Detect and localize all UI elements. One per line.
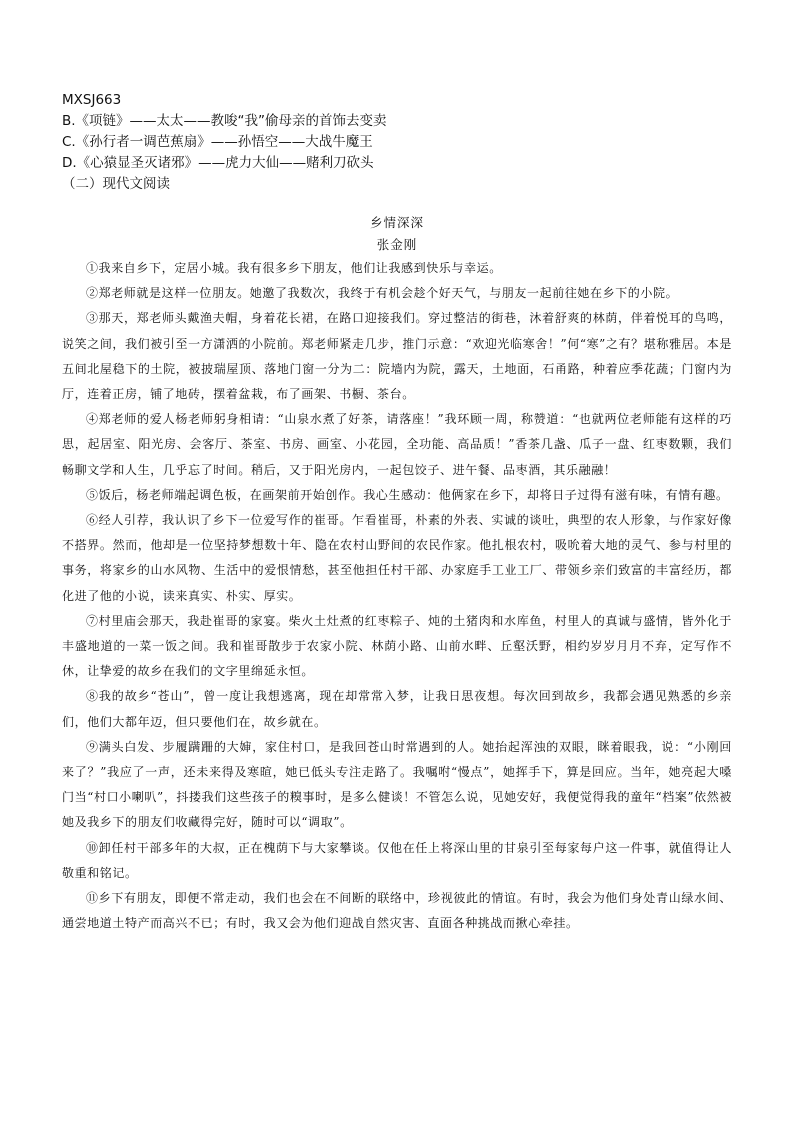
paragraph-9: ⑨满头白发、步履蹒跚的大婶，家住村口，是我回苍山时常遇到的人。她抬起浑浊的双眼，眯着眼我，说：“小刚回来了？”我应了一声，还未来得及寒暄，她已低头专注走路了。我嘱咐“慢点”，她挥手下，算是回应。当年，她亮起大嗓门当“村口小喇叭”，抖搂我们这些孩子的糗事时，是多么健谈！不管怎么说，见她安好，我便觉得我的童年“档案”依然被她及我乡下的朋友们收藏得完好，随时可以“调取”。 [62, 739, 732, 830]
paragraph-4: ④郑老师的爱人杨老师躬身相请：“山泉水煮了好茶，请落座！”我环顾一周，称赞道：“也就两位老师能有这样的巧思，起居室、阳光房、会客厅、茶室、书房、画室、小花园，全功能、高品质！”香茶几盏、瓜子一盘、红枣数颗，我们畅聊文学和人生，几乎忘了时间。稍后，又于阳光房内，一起包饺子、进午餐、品枣酒，其乐融融！ [62, 412, 732, 477]
document-code: MXSJ663 [62, 92, 122, 108]
paragraph-8: ⑧我的故乡“苍山”，曾一度让我想逃离，现在却常常入梦，让我日思夜想。每次回到故乡，我都会遇见熟悉的乡亲们，他们大都年迈，但只要他们在，故乡就在。 [62, 689, 732, 729]
reading-article [62, 212, 732, 936]
article-author: 张金刚 [376, 237, 418, 252]
option-b: B.《项链》——太太——教唆“我”偷母亲的首饰去变卖 [62, 113, 387, 129]
paragraph-3: ③那天，郑老师头戴渔夫帽，身着花长裙，在路口迎接我们。穿过整洁的街巷，沐着舒爽的林荫，伴着悦耳的鸟鸣，说笑之间，我们被引至一方潇洒的小院前。郑老师紧走几步，推门示意：“欢迎光临寒舍！”何“寒”之有？堪称雅居。本是五间北屋稳下的土院，被披瑞屋顶、落地门窗一分为二：院墙内为院，露天，土地面，石甬路，种着应季花蔬；门窗内为厅，连着正房，铺了地砖，摆着盆栽，布了画架、书橱、茶台。 [62, 311, 732, 402]
question-options-block [62, 90, 742, 195]
paragraph-6: ⑥经人引荐，我认识了乡下一位爱写作的崔哥。乍看崔哥，朴素的外表、实诚的谈吐，典型的农人形象，与作家好像不搭界。然而，他却是一位坚持梦想数十年、隐在农村山野间的农民作家。他扎根农村，吸吮着大地的灵气、参与村里的事务，将家乡的山水风物、生活中的爱恨情愁，甚至他担任村干部、办家庭手工业工厂、带领乡亲们致富的丰富经历，都化进了他的小说，读来真实、朴实、厚实。 [62, 513, 732, 603]
paragraph-2: ②郑老师就是这样一位朋友。她邀了我数次，我终于有机会趁个好天气，与朋友一起前往她在乡下的小院。 [86, 286, 679, 301]
article-title: 乡情深深 [369, 215, 424, 230]
section-heading: （二）现代文阅读 [62, 176, 170, 192]
option-c: C.《孙行者一调芭蕉扇》——孙悟空——大战牛魔王 [62, 134, 373, 150]
paragraph-10: ⑩卸任村干部多年的大叔，正在槐荫下与大家攀谈。仅他在任上将深山里的甘泉引至每家每户这一件事，就值得让人敬重和铭记。 [62, 840, 732, 880]
paragraph-1: ①我来自乡下，定居小城。我有很多乡下朋友，他们让我感到快乐与幸运。 [86, 261, 502, 275]
option-d: D.《心猿显圣灭诸邪》——虎力大仙——赌利刀砍头 [62, 155, 374, 171]
paragraph-5: ⑤饭后，杨老师端起调色板，在画架前开始创作。我心生感动：他俩家在乡下，却将日子过得有滋有味，有情有趣。 [86, 487, 729, 502]
paragraph-11: ⑪乡下有朋友，即便不常走动，我们也会在不间断的联络中，珍视彼此的情谊。有时，我会为他们身处青山绿水间、通尝地道土特产而高兴不已；有时，我又会为他们迎战自然灾害、直面各种挑战而揪心牵挂。 [62, 891, 732, 931]
paragraph-7: ⑦村里庙会那天，我赴崔哥的家宴。柴火土灶煮的红枣粽子、炖的土猪肉和水库鱼，村里人的真诚与盛情，皆外化于丰盛地道的一菜一饭之间。我和崔哥散步于农家小院、林荫小路、山前水畔、丘壑沃野，相约岁岁月月不弃，定写作不休，让挚爱的故乡在我们的文字里绵延永恒。 [62, 613, 732, 679]
